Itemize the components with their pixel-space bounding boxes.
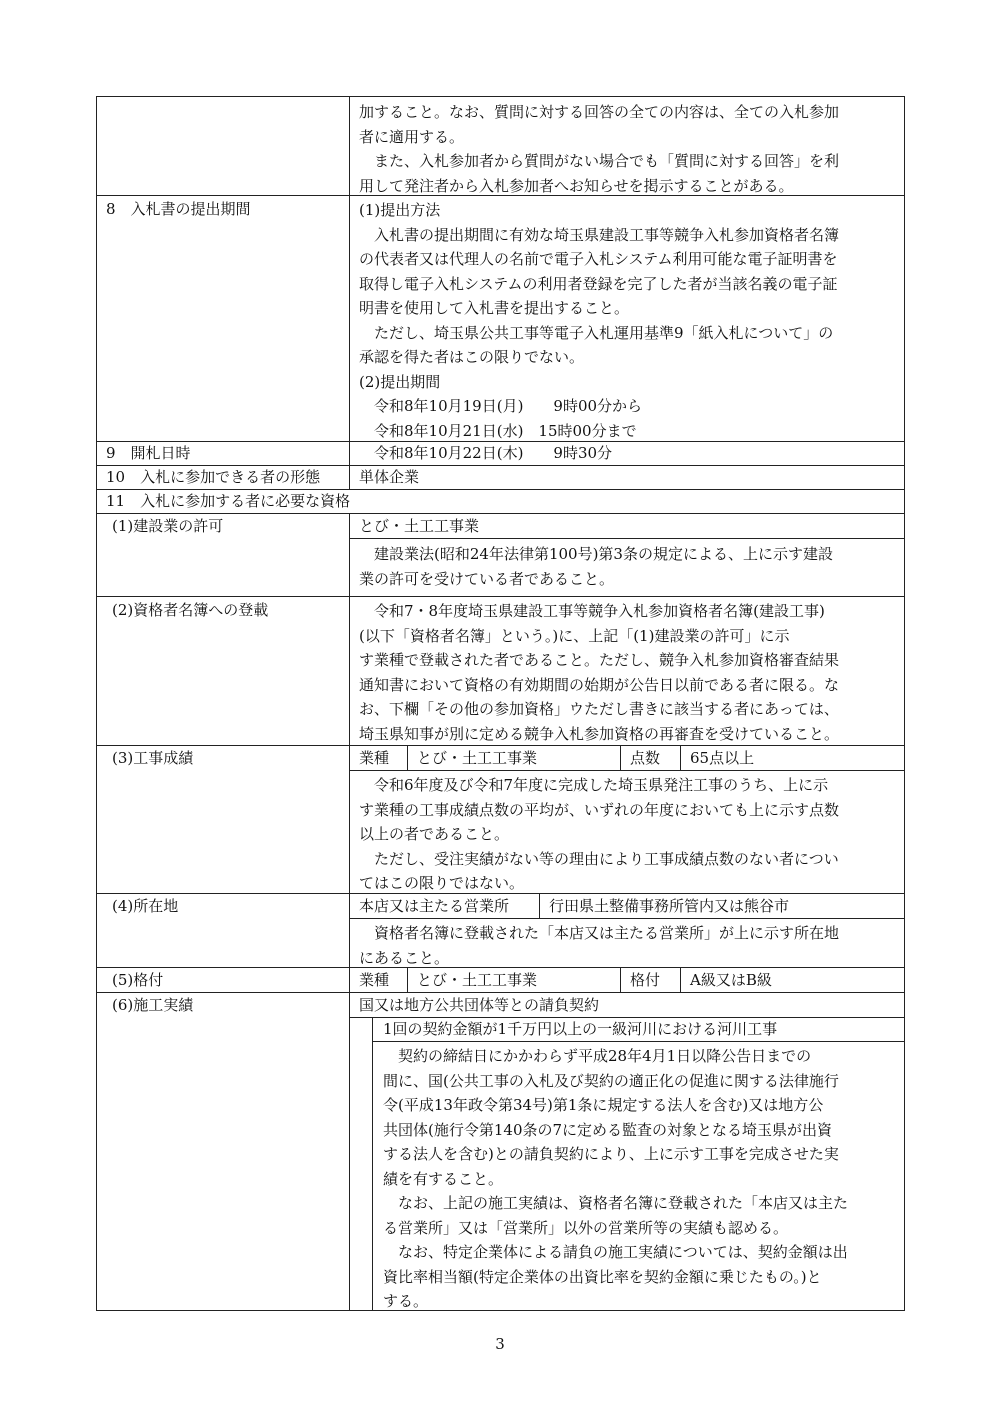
text-line: 令和6年度及び令和7年度に完成した埼玉県発注工事のうち、上に示 <box>359 776 829 794</box>
text-line: 令和7・8年度埼玉県建設工事等競争入札参加資格者名簿(建設工事) <box>359 602 825 620</box>
row-label: 8 入札書の提出期間 <box>106 200 251 218</box>
text-line: 以上の者であること。 <box>359 825 510 843</box>
field-value: 65点以上 <box>690 749 755 767</box>
text-line: る営業所」又は「営業所」以外の営業所等の実績も認める。 <box>383 1218 789 1237</box>
text-line: 承認を得た者はこの限りでない。 <box>359 348 585 366</box>
cell-divider <box>407 745 408 770</box>
text-line: (2)提出期間 <box>359 372 441 391</box>
row-label: 9 開札日時 <box>106 444 191 462</box>
row-label: 11 入札に参加する者に必要な資格 <box>106 492 351 510</box>
text-line: 資格者名簿に登載された「本店又は主たる営業所」が上に示す所在地 <box>359 924 840 942</box>
table-border-right <box>904 96 905 1311</box>
text-line: す業種で登載された者であること。ただし、競争入札参加資格審査結果 <box>359 651 840 669</box>
sub-row-divider <box>349 1017 905 1018</box>
row-divider <box>96 967 905 968</box>
text-line: 用して発注者から入札参加者へお知らせを掲示することがある。 <box>359 176 794 195</box>
row-label: (2)資格者名簿への登載 <box>112 601 269 619</box>
text-line: また、入札参加者から質問がない場合でも「質問に対する回答」を利 <box>359 152 840 170</box>
row-value: 国又は地方公共団体等との請負契約 <box>359 996 600 1014</box>
text-line: 令(平成13年政令第34号)第1条に規定する法人を含む)又は地方公 <box>383 1096 824 1114</box>
text-line: 明書を使用して入札書を提出すること。 <box>359 299 630 317</box>
text-line: 績を有すること。 <box>383 1169 504 1188</box>
field-key: 業種 <box>359 749 390 767</box>
row-label: (4)所在地 <box>112 897 179 915</box>
sub-row-divider <box>349 770 905 771</box>
field-key: 業種 <box>359 971 390 989</box>
page-number: 3 <box>495 1335 505 1353</box>
cell-divider <box>539 893 540 918</box>
row-label: (3)工事成績 <box>112 749 194 767</box>
field-value: 行田県土整備事務所管内又は熊谷市 <box>549 897 790 915</box>
row-label: (6)施工実績 <box>112 996 194 1014</box>
text-line: 令和8年10月19日(月) 9時00分から <box>359 397 643 415</box>
text-line: 加すること。なお、質問に対する回答の全ての内容は、全ての入札参加 <box>359 103 840 121</box>
text-line: 入札書の提出期間に有効な埼玉県建設工事等競争入札参加資格者名簿 <box>359 225 840 244</box>
text-line: 業の許可を受けている者であること。 <box>359 569 615 588</box>
text-line: てはこの限りではない。 <box>359 874 525 892</box>
table-border-top <box>96 96 905 97</box>
text-line: 埼玉県知事が別に定める競争入札参加資格の再審査を受けていること。 <box>359 724 840 743</box>
cell-divider <box>372 1017 373 1311</box>
row-value: 令和8年10月22日(木) 9時30分 <box>359 444 613 462</box>
row-label: (5)格付 <box>112 971 164 989</box>
text-line: にあること。 <box>359 948 450 967</box>
text-line: 取得し電子入札システムの利用者登録を完了した者が当該名義の電子証 <box>359 274 838 293</box>
row-divider <box>96 489 905 490</box>
row-value: とび・土工工事業 <box>359 517 480 535</box>
text-line: する法人を含む)との請負契約により、上に示す工事を完成させた実 <box>383 1145 839 1163</box>
text-line: 通知書において資格の有効期間の始期が公告日以前である者に限る。な <box>359 675 840 694</box>
row-value: 単体企業 <box>359 468 420 486</box>
text-line: 契約の締結日にかかわらず平成28年4月1日以降公告日までの <box>383 1047 812 1065</box>
cell-divider <box>620 967 621 992</box>
field-value: とび・土工工事業 <box>417 749 538 767</box>
text-line: 間に、国(公共工事の入札及び契約の適正化の促進に関する法律施行 <box>383 1071 839 1090</box>
sub-row-divider <box>349 918 905 919</box>
text-line: 共団体(施行令第140条の7に定める監査の対象となる埼玉県が出資 <box>383 1120 833 1139</box>
text-line: 建設業法(昭和24年法律第100号)第3条の規定による、上に示す建設 <box>359 545 833 563</box>
text-line: ただし、受注実績がない等の理由により工事成績点数のない者につい <box>359 849 839 868</box>
table-border-left <box>96 96 97 1311</box>
cell-divider <box>620 745 621 770</box>
text-line: 資比率相当額(特定企業体の出資比率を契約金額に乗じたもの。)と <box>383 1267 822 1286</box>
sub-row-divider <box>349 538 905 539</box>
field-key: 格付 <box>630 971 661 989</box>
text-line: (1)提出方法 <box>359 201 441 219</box>
field-value: とび・土工工事業 <box>417 971 538 989</box>
column-divider <box>349 513 350 1311</box>
row-label: (1)建設業の許可 <box>112 517 224 535</box>
cell-divider <box>680 745 681 770</box>
text-line: す業種の工事成績点数の平均が、いずれの年度においても上に示す点数 <box>359 800 840 819</box>
text-line: の代表者又は代理人の名前で電子入札システム利用可能な電子証明書を <box>359 250 838 268</box>
cell-divider <box>407 967 408 992</box>
text-line: 者に適用する。 <box>359 127 465 146</box>
text-line: なお、上記の施工実績は、資格者名簿に登載された「本店又は主た <box>383 1194 849 1212</box>
text-line: ただし、埼玉県公共工事等電子入札運用基準9「紙入札について」の <box>359 323 834 342</box>
table-border-bottom <box>96 1310 905 1311</box>
field-key: 本店又は主たる営業所 <box>359 897 510 915</box>
row-divider <box>96 513 905 514</box>
row-divider <box>96 596 905 597</box>
field-value: A級又はB級 <box>690 971 772 989</box>
text-line: する。 <box>383 1292 429 1310</box>
column-divider <box>349 96 350 489</box>
sub-row-divider <box>372 1041 905 1042</box>
text-line: (以下「資格者名簿」という。)に、上記「(1)建設業の許可」に示 <box>359 626 790 645</box>
text-line: 令和8年10月21日(水) 15時00分まで <box>359 421 637 440</box>
text-line: なお、特定企業体による請負の施工実績については、契約金額は出 <box>383 1243 848 1261</box>
row-divider <box>96 992 905 993</box>
field-key: 点数 <box>630 749 661 767</box>
sub-heading: 1回の契約金額が1千万円以上の一級河川における河川工事 <box>383 1020 778 1038</box>
cell-divider <box>680 967 681 992</box>
text-line: お、下欄「その他の参加資格」ウただし書きに該当する者にあっては、 <box>359 700 839 718</box>
row-label: 10 入札に参加できる者の形態 <box>106 468 321 486</box>
row-divider <box>96 465 905 466</box>
